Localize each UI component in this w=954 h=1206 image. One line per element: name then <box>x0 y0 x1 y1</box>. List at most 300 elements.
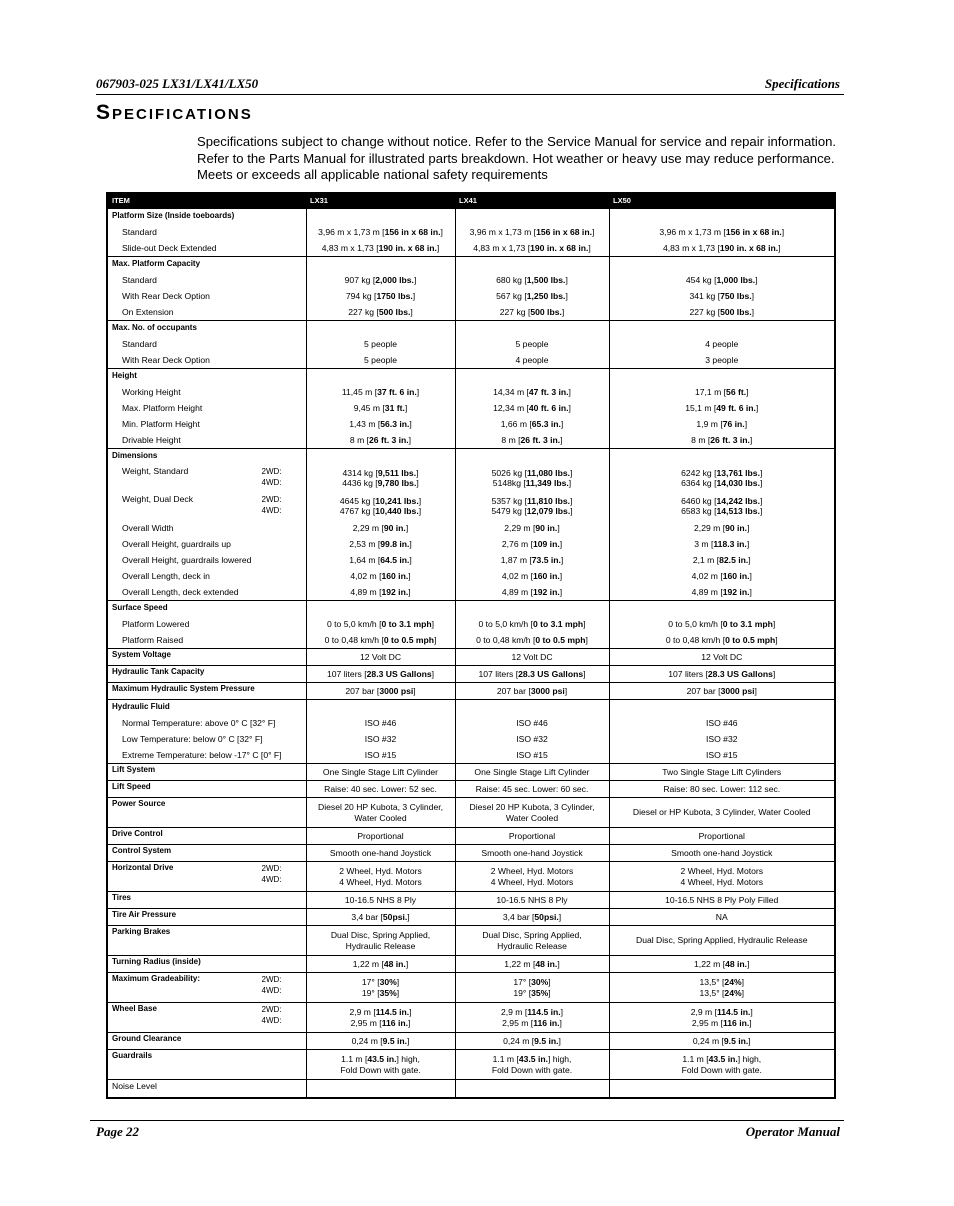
spec-item-name: Hydraulic Tank Capacity <box>112 667 205 676</box>
spec-value-line <box>460 988 605 999</box>
spec-value: Fold Down with gate. <box>340 1064 421 1075</box>
spec-item-label <box>107 336 306 352</box>
spec-value: 1,22 m [48 in.] <box>352 958 409 969</box>
spec-group-header <box>107 257 835 273</box>
spec-value-cell <box>609 336 835 352</box>
spec-value-line <box>460 930 605 941</box>
spec-value: 10-16.5 NHS 8 Ply Poly Filled <box>665 894 779 905</box>
spec-value-cell <box>455 369 609 385</box>
spec-value: 2,95 m [116 in.] <box>502 1017 562 1028</box>
header-section: Specifications <box>764 76 840 91</box>
spec-value-cell <box>306 798 455 828</box>
spec-value-cell <box>455 683 609 700</box>
spec-value: 6242 kg [13,761 lbs.] <box>681 467 763 478</box>
spec-value-cell <box>306 764 455 781</box>
spec-value: ISO #15 <box>705 749 738 760</box>
spec-item-name: Standard <box>122 338 157 349</box>
spec-value-cell <box>609 715 835 731</box>
spec-value: 2,76 m [109 in.] <box>501 538 563 549</box>
spec-value: 1,9 m [76 in.] <box>696 418 748 429</box>
spec-value: 8 m [26 ft. 3 in.] <box>501 434 563 445</box>
spec-value-cell <box>306 400 455 416</box>
spec-value-cell <box>306 909 455 926</box>
spec-value: 4 Wheel, Hyd. Motors <box>680 876 764 887</box>
spec-value-cell <box>455 1050 609 1080</box>
spec-value-line <box>614 1018 831 1029</box>
spec-value: Dual Disc, Spring Applied, <box>330 930 431 940</box>
spec-value-cell <box>306 973 455 1003</box>
spec-item-name: Low Temperature: below 0° C [32° F] <box>122 733 263 744</box>
page-header <box>96 76 844 95</box>
spec-value: 4 people <box>515 354 549 365</box>
spec-value: 2,9 m [114.5 in.] <box>500 1007 564 1017</box>
table-row <box>107 1033 835 1050</box>
table-row <box>107 973 835 1003</box>
spec-item-name: Platform Lowered <box>122 618 190 629</box>
drive-type-label: 4WD: <box>261 986 282 995</box>
spec-item-label <box>107 492 306 520</box>
column-header-lx41: LX41 <box>455 193 609 209</box>
spec-value-line <box>614 506 831 517</box>
spec-value-line <box>311 478 451 489</box>
spec-value-cell <box>455 1033 609 1050</box>
spec-item-label <box>107 715 306 731</box>
spec-value: 2,9 m [114.5 in.] <box>690 1007 753 1017</box>
spec-value: ISO #46 <box>364 717 397 728</box>
table-row <box>107 632 835 649</box>
spec-value: 17° [30%] <box>513 977 551 987</box>
spec-group <box>107 892 835 909</box>
spec-value-cell <box>609 666 835 683</box>
spec-value-cell <box>455 536 609 552</box>
spec-group-header <box>107 369 835 385</box>
spec-value: 4436 kg [9,780 lbs.] <box>342 478 419 488</box>
spec-value-cell <box>306 892 455 909</box>
spec-value: 107 liters [28.3 US Gallons] <box>478 668 586 679</box>
spec-value: Dual Disc, Spring Applied, Hydraulic Release <box>636 935 808 946</box>
spec-value-cell <box>306 1003 455 1033</box>
spec-value-cell <box>609 798 835 828</box>
spec-item-label <box>107 352 306 369</box>
table-row <box>107 909 835 926</box>
spec-value-cell <box>455 616 609 632</box>
spec-item-name: Standard <box>122 226 157 237</box>
spec-group-header <box>107 700 835 716</box>
spec-value-cell <box>609 432 835 449</box>
spec-value-cell <box>455 632 609 649</box>
table-row <box>107 1050 835 1080</box>
spec-value-cell <box>455 956 609 973</box>
spec-value-cell <box>455 416 609 432</box>
spec-value-cell <box>609 209 835 225</box>
spec-group-label <box>107 764 306 781</box>
spec-value: ISO #15 <box>364 749 397 760</box>
spec-value: Two Single Stage Lift Cylinders <box>662 766 782 777</box>
spec-value-cell <box>306 828 455 845</box>
spec-value-line <box>614 1065 831 1076</box>
spec-value: 3,96 m x 1,73 m [156 in x 68 in.] <box>659 226 785 237</box>
spec-group-label: Max. No. of occupants <box>107 321 306 337</box>
spec-group <box>107 909 835 926</box>
spec-value-cell <box>609 1080 835 1099</box>
spec-value-cell <box>455 862 609 892</box>
spec-value: 8 m [26 ft. 3 in.] <box>691 434 753 445</box>
spec-value-cell <box>455 352 609 369</box>
drive-type-label: 2WD: <box>261 495 282 504</box>
spec-value-line <box>311 1007 451 1018</box>
table-row <box>107 683 835 700</box>
spec-value-line <box>614 1054 831 1065</box>
spec-value-line <box>311 977 451 988</box>
spec-value: 0 to 5,0 km/h [0 to 3.1 mph] <box>478 618 586 629</box>
spec-value-line <box>614 935 831 946</box>
spec-value-line <box>460 1018 605 1029</box>
spec-value-cell <box>609 384 835 400</box>
spec-value: 5 people <box>364 354 397 365</box>
spec-value: 3,96 m x 1,73 m [156 in x 68 in.] <box>318 226 443 237</box>
spec-value-cell <box>609 973 835 1003</box>
spec-value: 680 kg [1,500 lbs.] <box>496 274 568 285</box>
spec-value: 207 bar [3000 psi] <box>496 685 568 696</box>
spec-value-line <box>460 941 605 952</box>
spec-value-cell <box>455 449 609 465</box>
spec-value: 2,95 m [116 in.] <box>350 1017 411 1028</box>
spec-value-line <box>311 941 451 952</box>
drive-type-label: 2WD: <box>261 864 282 873</box>
table-row <box>107 616 835 632</box>
spec-value-cell <box>609 272 835 288</box>
spec-value-cell <box>306 369 455 385</box>
spec-value: 794 kg [1750 lbs.] <box>345 290 416 301</box>
spec-group-label <box>107 892 306 909</box>
spec-group <box>107 764 835 781</box>
spec-value: 4,89 m [192 in.] <box>691 586 752 597</box>
spec-value: 1,87 m [73.5 in.] <box>500 554 564 565</box>
page-footer <box>90 1120 844 1141</box>
spec-item-name: Min. Platform Height <box>122 418 200 429</box>
spec-value-cell <box>609 781 835 798</box>
spec-value: Hydraulic Release <box>345 940 416 951</box>
spec-value: 17,1 m [56 ft.] <box>694 386 749 397</box>
spec-value-cell <box>306 449 455 465</box>
spec-value-cell <box>306 747 455 764</box>
spec-value: 4,02 m [160 in.] <box>501 570 563 581</box>
spec-value: 0,24 m [9.5 in.] <box>351 1035 410 1046</box>
spec-value-line <box>460 1065 605 1076</box>
spec-group-label: Hydraulic Fluid <box>107 700 306 716</box>
spec-value-cell <box>609 1033 835 1050</box>
spec-value: 10-16.5 NHS 8 Ply <box>496 894 568 905</box>
spec-value-cell <box>306 384 455 400</box>
spec-value: 3,96 m x 1,73 m [156 in x 68 in.] <box>469 226 595 237</box>
spec-value-cell <box>455 1003 609 1033</box>
spec-value-cell <box>306 666 455 683</box>
spec-value: Diesel 20 HP Kubota, 3 Cylinder, <box>318 802 443 812</box>
spec-value-cell <box>306 649 455 666</box>
spec-value-cell <box>306 520 455 536</box>
spec-item-label <box>107 432 306 449</box>
spec-item-label <box>107 416 306 432</box>
spec-group <box>107 845 835 862</box>
spec-value-cell <box>609 584 835 601</box>
table-header-row <box>107 193 835 209</box>
drive-type-labels <box>262 494 302 516</box>
spec-value-cell <box>609 536 835 552</box>
drive-type-label: 2WD: <box>261 1005 282 1014</box>
spec-item-name: Overall Width <box>122 522 174 533</box>
spec-value-cell <box>455 336 609 352</box>
spec-value-line <box>460 813 605 824</box>
spec-value-cell <box>609 1050 835 1080</box>
table-row <box>107 828 835 845</box>
spec-item-name: Overall Height, guardrails up <box>122 538 231 549</box>
spec-value-cell <box>306 304 455 321</box>
spec-value-cell <box>306 1080 455 1099</box>
spec-group-label <box>107 1050 306 1080</box>
spec-value-line <box>460 977 605 988</box>
spec-item-label <box>107 632 306 649</box>
spec-value-cell <box>306 288 455 304</box>
spec-value-cell <box>306 700 455 716</box>
spec-group-header <box>107 601 835 617</box>
spec-value-line <box>311 1054 451 1065</box>
table-row <box>107 649 835 666</box>
spec-group-label: Platform Size (Inside toeboards) <box>107 209 306 225</box>
table-row <box>107 781 835 798</box>
spec-value-cell <box>455 321 609 337</box>
spec-value: Proportional <box>357 830 404 841</box>
table-row <box>107 1080 835 1099</box>
spec-value-cell <box>609 520 835 536</box>
spec-value: Raise: 40 sec. Lower: 52 sec. <box>324 783 437 794</box>
spec-value-cell <box>306 321 455 337</box>
drive-type-label: 4WD: <box>261 1016 282 1025</box>
spec-group-label: Max. Platform Capacity <box>107 257 306 273</box>
spec-group <box>107 683 835 700</box>
spec-value-cell <box>306 862 455 892</box>
spec-value-cell <box>609 568 835 584</box>
spec-group-label <box>107 845 306 862</box>
spec-group <box>107 973 835 1003</box>
spec-value: 6364 kg [14,030 lbs.] <box>681 478 763 488</box>
spec-value-cell <box>455 828 609 845</box>
spec-value: 4,02 m [160 in.] <box>691 570 752 581</box>
spec-item-name: Tire Air Pressure <box>112 910 177 919</box>
spec-value-cell <box>455 272 609 288</box>
spec-value-cell <box>609 764 835 781</box>
spec-group <box>107 956 835 973</box>
intro-paragraph: Specifications subject to change without notice. Refer to the Service Manual for service and repair information. Refer to the Parts Manual for illustrated parts breakdown. Hot weather or heavy use may reduce performance. Meets or exceeds all applicable national safety requirements <box>197 134 837 182</box>
spec-item-name: Lift System <box>112 765 156 774</box>
spec-value: 0,24 m [9.5 in.] <box>503 1035 561 1046</box>
spec-item-label <box>107 272 306 288</box>
spec-value-cell <box>609 492 835 520</box>
spec-group-label <box>107 909 306 926</box>
spec-item-name: Noise Level <box>112 1081 157 1091</box>
spec-value: 3 m [118.3 in.] <box>694 538 750 549</box>
spec-value-cell <box>455 400 609 416</box>
spec-value: 11,45 m [37 ft. 6 in.] <box>341 386 420 397</box>
spec-item-label <box>107 384 306 400</box>
footer-page-number: Page 22 <box>96 1124 139 1139</box>
spec-value-cell <box>609 304 835 321</box>
spec-value-cell <box>455 288 609 304</box>
spec-item-name: Weight, Dual Deck <box>122 494 194 504</box>
spec-item-name: Guardrails <box>112 1051 153 1060</box>
spec-value-cell <box>609 464 835 492</box>
spec-value: 5 people <box>364 338 397 349</box>
spec-value: 907 kg [2,000 lbs.] <box>344 274 417 285</box>
spec-value-cell <box>455 432 609 449</box>
spec-value: 4767 kg [10,440 lbs.] <box>339 506 422 516</box>
spec-value-cell <box>306 1033 455 1050</box>
spec-value: One Single Stage Lift Cylinder <box>322 766 439 777</box>
spec-group <box>107 369 835 449</box>
spec-value-cell <box>609 926 835 956</box>
spec-value: 4 Wheel, Hyd. Motors <box>490 876 574 887</box>
spec-value: 227 kg [500 lbs.] <box>689 306 754 317</box>
spec-value-line <box>614 807 831 818</box>
drive-type-label: 2WD: <box>261 467 282 476</box>
spec-value-cell <box>609 700 835 716</box>
spec-group-label: Surface Speed <box>107 601 306 617</box>
spec-group <box>107 1080 835 1099</box>
spec-value-cell <box>455 584 609 601</box>
spec-value-line <box>614 496 831 507</box>
spec-value-cell <box>609 632 835 649</box>
spec-value: 107 liters [28.3 US Gallons] <box>668 668 776 679</box>
spec-value-line <box>460 478 605 489</box>
spec-value-line <box>460 1054 605 1065</box>
spec-item-name: Slide-out Deck Extended <box>122 242 217 253</box>
spec-value-cell <box>455 464 609 492</box>
table-row <box>107 224 835 240</box>
spec-value-line <box>311 866 451 877</box>
header-doc-id: 067903-025 LX31/LX41/LX50 <box>96 76 259 91</box>
spec-group-label <box>107 683 306 700</box>
spec-group <box>107 862 835 892</box>
spec-group <box>107 449 835 601</box>
spec-value-cell <box>306 715 455 731</box>
spec-value: 4645 kg [10,241 lbs.] <box>339 495 422 506</box>
table-row <box>107 798 835 828</box>
spec-value: Water Cooled <box>505 812 559 823</box>
table-row <box>107 666 835 683</box>
spec-value-cell <box>455 731 609 747</box>
spec-value-cell <box>306 492 455 520</box>
spec-value: 1.1 m [43.5 in.] high, <box>682 1054 762 1064</box>
spec-value-cell <box>455 384 609 400</box>
spec-value: 10-16.5 NHS 8 Ply <box>344 894 417 905</box>
spec-value: 8 m [26 ft. 3 in.] <box>349 434 412 445</box>
spec-value: Raise: 80 sec. Lower: 112 sec. <box>663 783 781 794</box>
spec-value-cell <box>609 224 835 240</box>
table-row <box>107 352 835 369</box>
spec-value: 15,1 m [49 ft. 6 in.] <box>685 402 759 413</box>
spec-value: 2,53 m [99.8 in.] <box>349 538 412 549</box>
spec-group-label <box>107 828 306 845</box>
spec-value-cell <box>455 240 609 257</box>
spec-value: Fold Down with gate. <box>681 1064 762 1075</box>
spec-item-name: Wheel Base <box>112 1004 157 1013</box>
spec-value-cell <box>609 352 835 369</box>
spec-value: Water Cooled <box>354 812 407 823</box>
spec-item-name: Control System <box>112 846 172 855</box>
spec-value-line <box>311 813 451 824</box>
spec-group <box>107 700 835 764</box>
spec-value-cell <box>609 257 835 273</box>
table-row <box>107 926 835 956</box>
spec-value-line <box>614 468 831 479</box>
column-header-lx50: LX50 <box>609 193 835 209</box>
spec-item-name: Extreme Temperature: below -17° C [0° F] <box>122 749 282 760</box>
spec-value: 1,43 m [56.3 in.] <box>349 418 412 429</box>
spec-item-name: Overall Length, deck in <box>122 570 210 581</box>
spec-item-name: Turning Radius (inside) <box>112 957 201 966</box>
spec-value-cell <box>455 700 609 716</box>
spec-value: 5357 kg [11,810 lbs.] <box>491 495 573 506</box>
spec-value-cell <box>455 909 609 926</box>
spec-value-cell <box>455 781 609 798</box>
spec-value: 12 Volt DC <box>701 651 743 662</box>
spec-item-name: Overall Length, deck extended <box>122 586 239 597</box>
spec-value-cell <box>609 731 835 747</box>
spec-group-label <box>107 862 306 892</box>
spec-value: 13,5° [24%] <box>699 977 745 987</box>
table-row <box>107 400 835 416</box>
spec-value-cell <box>609 240 835 257</box>
spec-value-cell <box>455 715 609 731</box>
spec-group <box>107 1033 835 1050</box>
spec-group <box>107 798 835 828</box>
spec-value-cell <box>306 416 455 432</box>
spec-value-cell <box>609 449 835 465</box>
page-title: Specifications <box>96 101 253 124</box>
spec-item-name: With Rear Deck Option <box>122 290 210 301</box>
spec-value: 4 Wheel, Hyd. Motors <box>339 876 422 887</box>
spec-value-cell <box>609 862 835 892</box>
spec-group-label <box>107 1080 306 1099</box>
table-row <box>107 272 835 288</box>
spec-item-name: Maximum Gradeability: <box>112 974 201 983</box>
spec-value: 4,02 m [160 in.] <box>350 570 411 581</box>
spec-value-cell <box>609 747 835 764</box>
table-row <box>107 747 835 764</box>
spec-value: 2,29 m [90 in.] <box>504 522 560 533</box>
spec-value-cell <box>455 747 609 764</box>
spec-value-line <box>311 496 451 507</box>
spec-item-label <box>107 616 306 632</box>
spec-value: Diesel 20 HP Kubota, 3 Cylinder, <box>469 802 595 812</box>
spec-value: 2 Wheel, Hyd. Motors <box>490 866 574 876</box>
spec-value-cell <box>306 432 455 449</box>
spec-value: 12 Volt DC <box>511 651 553 662</box>
spec-item-label <box>107 731 306 747</box>
drive-type-label: 4WD: <box>261 875 282 884</box>
table-row <box>107 492 835 520</box>
spec-value-cell <box>306 632 455 649</box>
spec-value: 1.1 m [43.5 in.] high, <box>492 1054 572 1064</box>
table-row <box>107 288 835 304</box>
spec-value: 5 people <box>515 338 549 349</box>
spec-value: 207 bar [3000 psi] <box>686 685 757 696</box>
spec-value-cell <box>306 956 455 973</box>
spec-item-name: Max. Platform Height <box>122 402 203 413</box>
spec-value-cell <box>609 845 835 862</box>
spec-value-cell <box>455 209 609 225</box>
spec-value: NA <box>715 911 728 922</box>
spec-value-cell <box>609 649 835 666</box>
